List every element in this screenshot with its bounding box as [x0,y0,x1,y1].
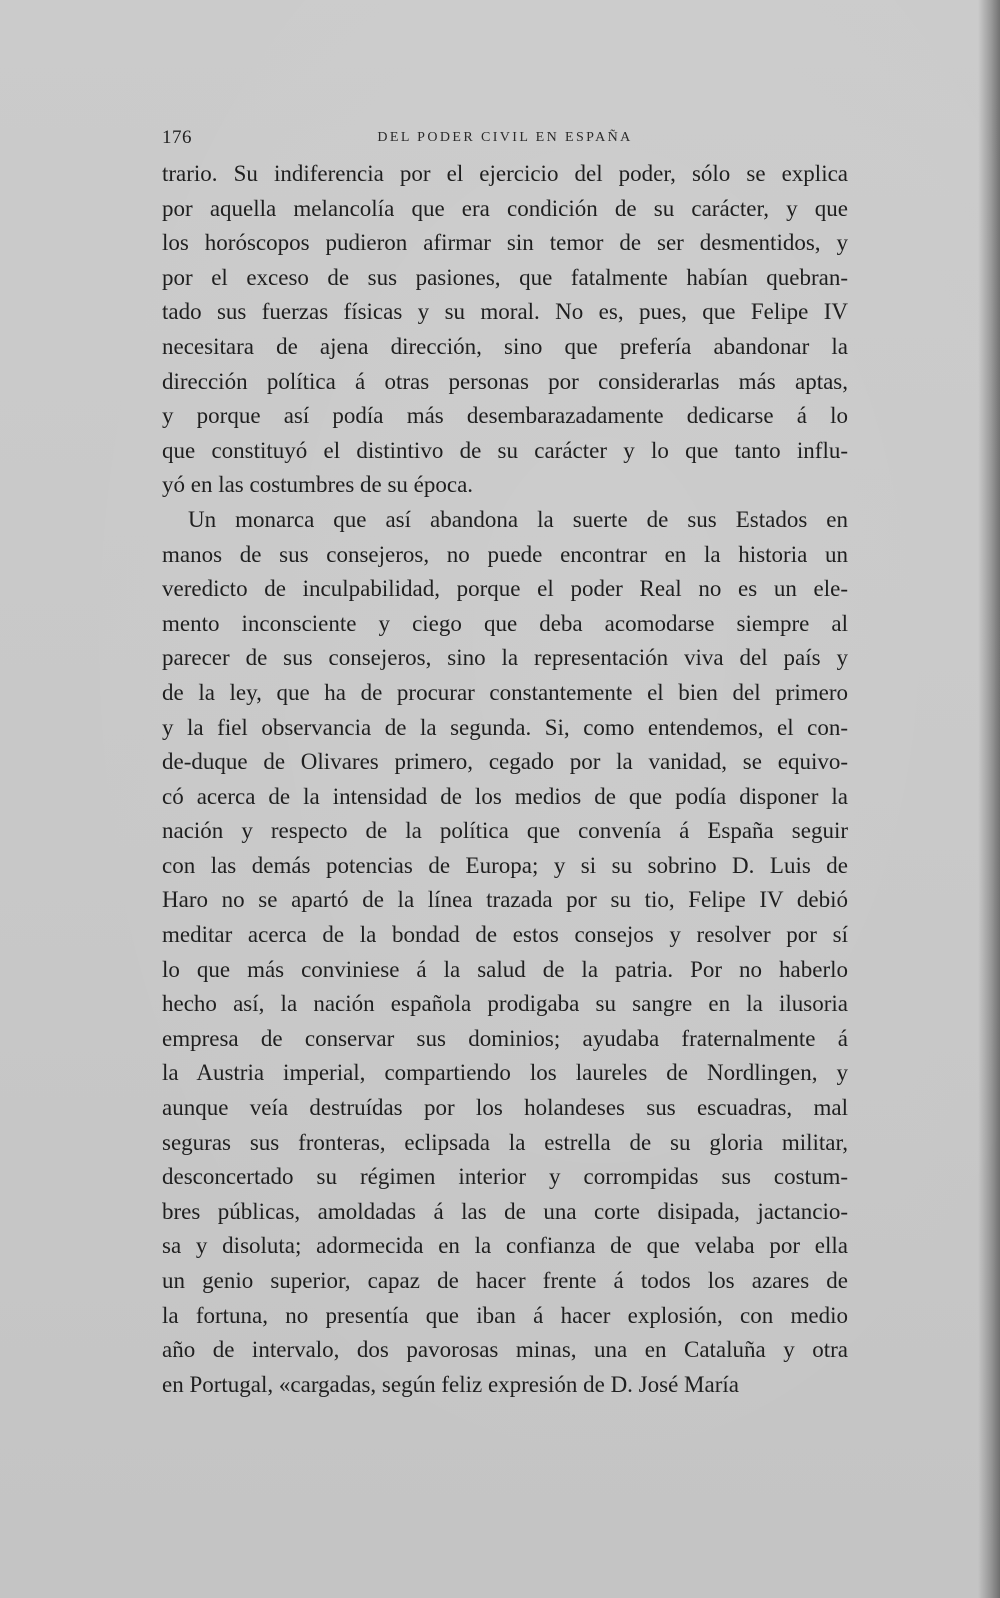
text-line: seguras sus fronteras, eclipsada la estrella de su gloria militar, [162,1129,848,1155]
text-line: lo que más conviniese á la salud de la patria. Por no haberlo [162,956,848,982]
text-line: por aquella melancolía que era condición de su carácter, y que [162,195,848,221]
text-line: y porque así podía más desembarazadamente dedicarse á lo [162,403,848,429]
text-line: nación y respecto de la política que convenía á España seguir [162,818,848,844]
text-line: aunque veía destruídas por los holandeses sus escuadras, mal [162,1095,848,1121]
text-line: que constituyó el distintivo de su carácter y lo que tanto influ- [162,437,848,463]
text-line: la fortuna, no presentía que iban á hacer explosión, con medio [162,1302,848,1328]
text-line: año de intervalo, dos pavorosas minas, una en Cataluña y otra [162,1337,848,1363]
text-line: un genio superior, capaz de hacer frente á todos los azares de [162,1268,848,1293]
page-number: 176 [162,127,192,148]
text-line: los horóscopos pudieron afirmar sin temor de ser desmentidos, y [162,230,848,256]
text-line: meditar acerca de la bondad de estos consejos y resolver por sí [162,922,848,948]
paragraph-start-line: Un monarca que así abandona la suerte de sus Estados en [188,506,848,532]
body-text [162,157,848,1402]
text-line: y la fiel observancia de la segunda. Si, como entendemos, el con- [162,714,848,740]
text-line: manos de sus consejeros, no puede encontrar en la historia un [162,541,848,567]
text-line: de la ley, que ha de procurar constantemente el bien del primero [162,679,848,705]
text-line: empresa de conservar sus dominios; ayudaba fraternalmente á [162,1025,848,1051]
text-line: necesitara de ajena dirección, sino que prefería abandonar la [162,333,848,359]
text-line: parecer de sus consejeros, sino la representación viva del país y [162,645,848,671]
text-line: tado sus fuerzas físicas y su moral. No es, pues, que Felipe IV [162,299,848,325]
text-line: dirección política á otras personas por considerarlas más aptas, [162,368,848,394]
page-edge-shadow [978,0,1000,1598]
text-line: bres públicas, amoldadas á las de una corte disipada, jactancio- [162,1198,848,1224]
text-line: mento inconsciente y ciego que deba acomodarse siempre al [162,610,848,636]
text-line: en Portugal, «cargadas, según feliz expresión de D. José María [162,1371,739,1397]
text-line: sa y disoluta; adormecida en la confianza de que velaba por ella [162,1233,848,1259]
running-title: DEL PODER CIVIL EN ESPAÑA [377,130,633,145]
text-line: veredicto de inculpabilidad, porque el poder Real no es un ele- [162,576,848,602]
text-line: desconcertado su régimen interior y corrompidas sus costum- [162,1164,848,1190]
text-line: Haro no se apartó de la línea trazada por su tio, Felipe IV debió [162,887,848,913]
running-head [162,127,848,151]
paragraph-end-line: yó en las costumbres de su época. [162,472,474,498]
text-line: có acerca de la intensidad de los medios de que podía disponer la [162,783,848,809]
text-line: hecho así, la nación española prodigaba su sangre en la ilusoria [162,991,848,1017]
text-line: con las demás potencias de Europa; y si su sobrino D. Luis de [162,852,848,878]
text-line: por el exceso de sus pasiones, que fatalmente habían quebran- [162,264,848,290]
text-line: la Austria imperial, compartiendo los laureles de Nordlingen, y [162,1060,848,1086]
text-line: de-duque de Olivares primero, cegado por la vanidad, se equivo- [162,749,848,775]
text-line: trario. Su indiferencia por el ejercicio del poder, sólo se explica [162,161,848,186]
